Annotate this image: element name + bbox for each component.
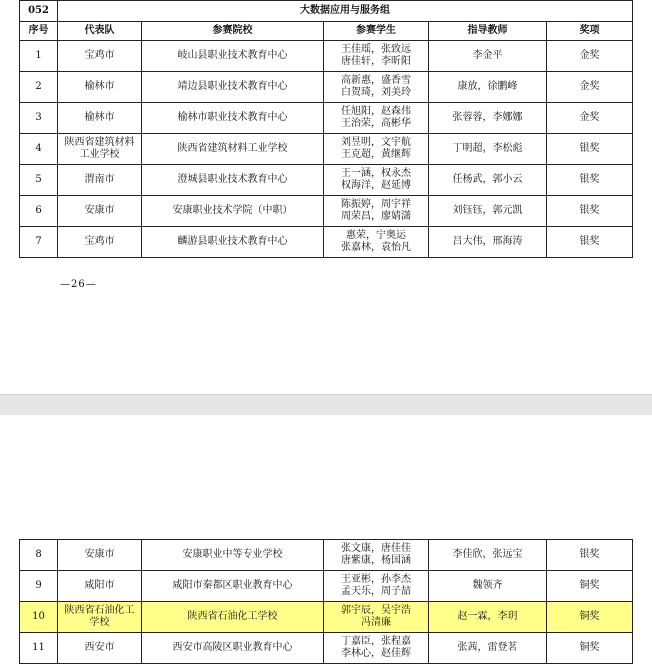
document-page-2 <box>0 415 652 671</box>
student-line: 李林心，赵佳辉 <box>341 648 411 659</box>
student-line: 任旭阳，赵森伟 <box>341 106 411 117</box>
row-team: 渭南市 <box>58 165 142 196</box>
table-row <box>20 41 633 72</box>
row-teachers: 李金平 <box>429 41 547 72</box>
row-students <box>324 540 429 571</box>
table-row <box>20 103 633 134</box>
row-students <box>324 227 429 258</box>
student-line: 郭宇辰，吴宇浩 <box>341 605 411 616</box>
table-row <box>20 165 633 196</box>
student-line: 陈振婷，周宇祥 <box>341 199 411 210</box>
results-table-page-2 <box>19 539 633 664</box>
student-line: 唐紫康，杨国涵 <box>341 555 411 566</box>
category-code: 052 <box>20 1 58 22</box>
row-award: 金奖 <box>547 103 633 134</box>
student-line: 冯清廉 <box>361 617 391 628</box>
table-row <box>20 196 633 227</box>
row-no: 5 <box>20 165 58 196</box>
row-award: 银奖 <box>547 540 633 571</box>
row-school: 岐山县职业技术教育中心 <box>142 41 324 72</box>
row-no: 2 <box>20 72 58 103</box>
row-students <box>324 196 429 227</box>
row-school: 咸阳市秦都区职业教育中心 <box>142 571 324 602</box>
student-line: 唐佳轩，李昕阳 <box>341 56 411 67</box>
row-no: 4 <box>20 134 58 165</box>
student-line: 刘昱明，文宇航 <box>341 137 411 148</box>
row-teachers: 康放，徐鹏峰 <box>429 72 547 103</box>
table-row <box>20 540 633 571</box>
row-teachers: 张蓉蓉，李娜娜 <box>429 103 547 134</box>
row-school: 安康职业中等专业学校 <box>142 540 324 571</box>
row-no: 11 <box>20 633 58 664</box>
student-line: 王佳瑶，张致远 <box>341 44 411 55</box>
row-students <box>324 165 429 196</box>
row-award: 银奖 <box>547 165 633 196</box>
student-line: 王克超，黄继辉 <box>341 149 411 160</box>
row-award: 铜奖 <box>547 633 633 664</box>
row-team: 西安市 <box>58 633 142 664</box>
student-line: 权海洋，赵延博 <box>341 180 411 191</box>
row-no: 1 <box>20 41 58 72</box>
row-school: 靖边县职业技术教育中心 <box>142 72 324 103</box>
row-team: 榆林市 <box>58 72 142 103</box>
row-students <box>324 103 429 134</box>
row-students <box>324 41 429 72</box>
row-teachers: 吕大伟，邢海涛 <box>429 227 547 258</box>
header-school: 参赛院校 <box>142 22 324 41</box>
row-school: 澄城县职业技术教育中心 <box>142 165 324 196</box>
row-students <box>324 72 429 103</box>
row-award: 银奖 <box>547 196 633 227</box>
row-no: 6 <box>20 196 58 227</box>
student-line: 王亚彬，孙李杰 <box>341 574 411 585</box>
row-school: 安康职业技术学院（中职） <box>142 196 324 227</box>
row-team: 陕西省建筑材料工业学校 <box>58 134 142 165</box>
student-line: 张文康，唐佳佳 <box>341 543 411 554</box>
student-line: 孟天乐，周子喆 <box>341 586 411 597</box>
row-team: 宝鸡市 <box>58 227 142 258</box>
row-school: 陕西省石油化工学校 <box>142 602 324 633</box>
row-teachers: 任杨武，郭小云 <box>429 165 547 196</box>
student-line: 王一涵，权永杰 <box>341 168 411 179</box>
results-table-page-1 <box>19 0 633 258</box>
category-row <box>20 1 633 22</box>
row-team: 陕西省石油化工学校 <box>58 602 142 633</box>
header-students: 参赛学生 <box>324 22 429 41</box>
row-no: 9 <box>20 571 58 602</box>
row-award: 铜奖 <box>547 602 633 633</box>
header-no: 序号 <box>20 22 58 41</box>
row-students <box>324 633 429 664</box>
student-line: 张嘉林，袁怡凡 <box>341 242 411 253</box>
row-teachers: 丁明超，李松彪 <box>429 134 547 165</box>
row-teachers: 李佳欣，张远宝 <box>429 540 547 571</box>
row-teachers: 张茜，雷登茗 <box>429 633 547 664</box>
student-line: 惠荣，宁奥运 <box>346 230 406 241</box>
row-teachers: 魏领齐 <box>429 571 547 602</box>
row-school: 麟游县职业技术教育中心 <box>142 227 324 258</box>
student-line: 白贺琦，刘美玲 <box>341 87 411 98</box>
row-team: 安康市 <box>58 196 142 227</box>
header-teachers: 指导教师 <box>429 22 547 41</box>
page-number: —26— <box>60 279 97 290</box>
row-award: 铜奖 <box>547 571 633 602</box>
row-no: 8 <box>20 540 58 571</box>
page-separator <box>0 394 652 416</box>
row-students <box>324 571 429 602</box>
category-title: 大数据应用与服务组 <box>58 1 633 22</box>
row-students <box>324 134 429 165</box>
header-team: 代表队 <box>58 22 142 41</box>
table-row <box>20 72 633 103</box>
row-school: 西安市高陵区职业教育中心 <box>142 633 324 664</box>
row-school: 榆林市职业技术教育中心 <box>142 103 324 134</box>
student-line: 高新惠，盛香雪 <box>341 75 411 86</box>
row-no: 3 <box>20 103 58 134</box>
row-team: 安康市 <box>58 540 142 571</box>
table-row <box>20 134 633 165</box>
student-line: 丁嘉臣，张程嘉 <box>341 636 411 647</box>
row-students <box>324 602 429 633</box>
row-team: 咸阳市 <box>58 571 142 602</box>
header-row <box>20 22 633 41</box>
row-team: 榆林市 <box>58 103 142 134</box>
row-teachers: 刘钰钰，郭元凯 <box>429 196 547 227</box>
student-line: 周荣昌，廖婧潇 <box>341 211 411 222</box>
row-no: 7 <box>20 227 58 258</box>
header-award: 奖项 <box>547 22 633 41</box>
table-row <box>20 571 633 602</box>
row-team: 宝鸡市 <box>58 41 142 72</box>
row-no: 10 <box>20 602 58 633</box>
row-award: 银奖 <box>547 227 633 258</box>
table-row <box>20 227 633 258</box>
row-teachers: 赵一霖，李玥 <box>429 602 547 633</box>
student-line: 王治荣，高彬华 <box>341 118 411 129</box>
row-school: 陕西省建筑材料工业学校 <box>142 134 324 165</box>
row-award: 银奖 <box>547 134 633 165</box>
table-row <box>20 633 633 664</box>
table-row-highlighted <box>20 602 633 633</box>
row-award: 金奖 <box>547 41 633 72</box>
row-award: 金奖 <box>547 72 633 103</box>
